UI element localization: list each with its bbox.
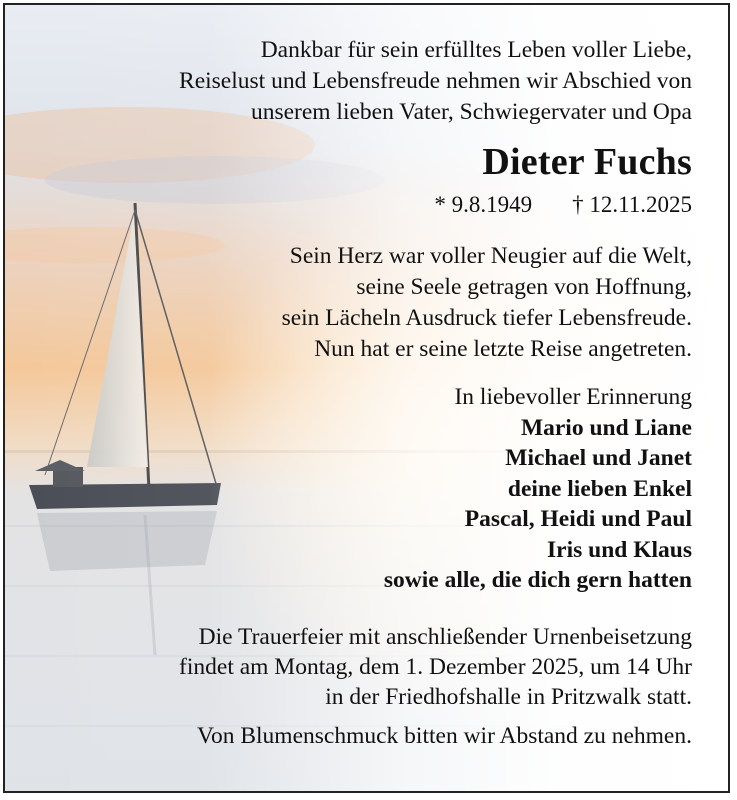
- intro-text: [32, 35, 692, 128]
- deceased-name: Dieter Fuchs: [482, 141, 692, 183]
- mourners: [32, 382, 692, 596]
- intro-line: unserem lieben Vater, Schwiegervater und Opa: [250, 99, 692, 125]
- death-date: † 12.11.2025: [572, 192, 692, 217]
- poem-line: Nun hat er seine letzte Reise angetreten.: [314, 336, 692, 362]
- service-line: findet am Montag, dem 1. Dezember 2025, um 14 Uhr: [179, 653, 692, 680]
- flowers-note: Von Blumenschmuck bitten wir Abstand zu nehmen.: [197, 722, 692, 749]
- mourner-name: Pascal, Heidi und Paul: [464, 506, 692, 532]
- mourner-name: Mario und Liane: [520, 414, 692, 441]
- service-info: [32, 622, 692, 751]
- mourner-name: Michael und Janet: [505, 445, 692, 471]
- poem-line: Sein Herz war voller Neugier auf die Welt,: [289, 243, 692, 269]
- poem-line: sein Lächeln Ausdruck tiefer Lebensfreude.: [281, 305, 692, 331]
- life-dates: [32, 190, 692, 220]
- mourner-name: Iris und Klaus: [547, 536, 692, 563]
- poem-line: seine Seele getragen von Hoffnung,: [356, 274, 692, 300]
- obituary-notice: [3, 3, 730, 793]
- mourner-name: deine lieben Enkel: [507, 475, 692, 502]
- service-line: Die Trauerfeier mit anschließender Urnenbeisetzung: [198, 623, 692, 650]
- service-line: in der Friedhofshalle in Pritzwalk statt.: [325, 683, 692, 710]
- notice-text: [32, 35, 692, 751]
- intro-line: Reiselust und Lebensfreude nehmen wir Abschied von: [179, 68, 692, 94]
- poem: [32, 241, 692, 365]
- birth-date: * 9.8.1949: [434, 192, 533, 217]
- mourner-name: sowie alle, die dich gern hatten: [383, 567, 692, 593]
- remembrance-line: In liebevoller Erinnerung: [454, 384, 692, 410]
- intro-line: Dankbar für sein erfülltes Leben voller Liebe,: [260, 37, 692, 63]
